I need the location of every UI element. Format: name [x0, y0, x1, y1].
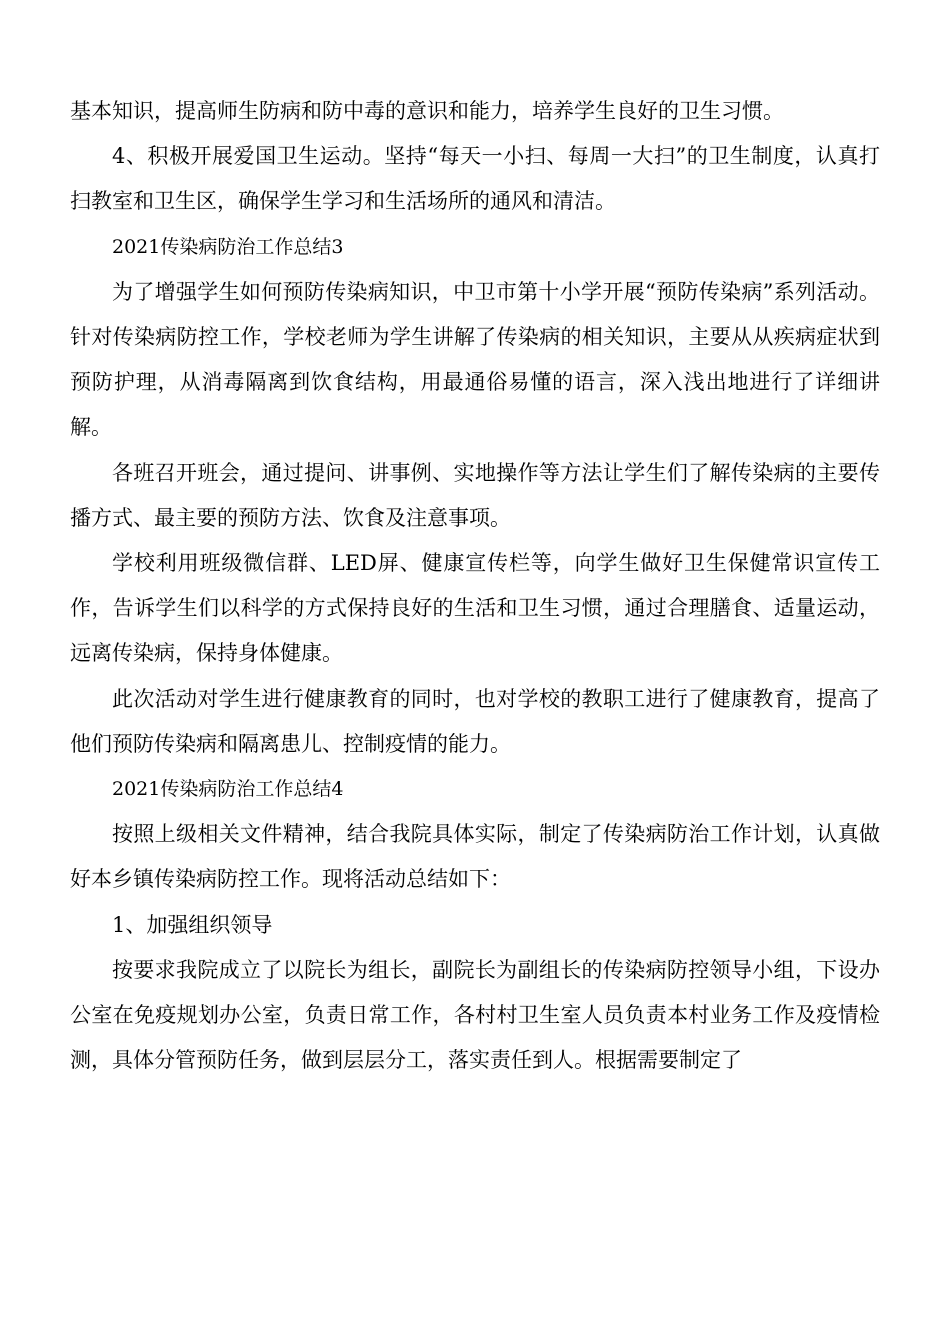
paragraph-plan-intro: 按照上级相关文件精神，结合我院具体实际，制定了传染病防治工作计划，认真做好本乡镇传染病防控工作。现将活动总结如下： [70, 822, 880, 892]
paragraph-item-4: 4、积极开展爱国卫生运动。坚持“每天一小扫、每周一大扫”的卫生制度，认真打扫教室和卫生区，确保学生学习和生活场所的通风和清洁。 [70, 144, 880, 214]
section-heading-4: 2021传染病防治工作总结4 [112, 778, 344, 801]
paragraph-staff-education: 此次活动对学生进行健康教育的同时，也对学校的教职工进行了健康教育，提高了他们预防传染病和隔离患儿、控制疫情的能力。 [70, 686, 880, 756]
paragraph-leadership-group: 按要求我院成立了以院长为组长，副院长为副组长的传染病防控领导小组，下设办公室在免疫规划办公室，负责日常工作，各村村卫生室人员负责本村业务工作及疫情检测，具体分管预防任务，做到层层分工，落实责任到人。根据需要制定了 [70, 957, 880, 1073]
subheading-organization: 1、加强组织领导 [112, 912, 273, 937]
paragraph-activity-intro: 为了增强学生如何预防传染病知识，中卫市第十小学开展“预防传染病”系列活动。针对传染病防控工作，学校老师为学生讲解了传染病的相关知识，主要从从疾病症状到预防护理，从消毒隔离到饮食结构，用最通俗易懂的语言，深入浅出地进行了详细讲解。 [70, 279, 880, 440]
paragraph-publicity: 学校利用班级微信群、LED屏、健康宣传栏等，向学生做好卫生保健常识宣传工作，告诉学生们以科学的方式保持良好的生活和卫生习惯，通过合理膳食、适量运动，远离传染病，保持身体健康。 [70, 551, 880, 666]
document-body [70, 89, 880, 1083]
paragraph-continuation: 基本知识，提高师生防病和防中毒的意识和能力，培养学生良好的卫生习惯。 [70, 99, 784, 123]
section-heading-3: 2021传染病防治工作总结3 [112, 235, 344, 258]
paragraph-class-meetings: 各班召开班会，通过提问、讲事例、实地操作等方法让学生们了解传染病的主要传播方式、最主要的预防方法、饮食及注意事项。 [70, 460, 880, 530]
